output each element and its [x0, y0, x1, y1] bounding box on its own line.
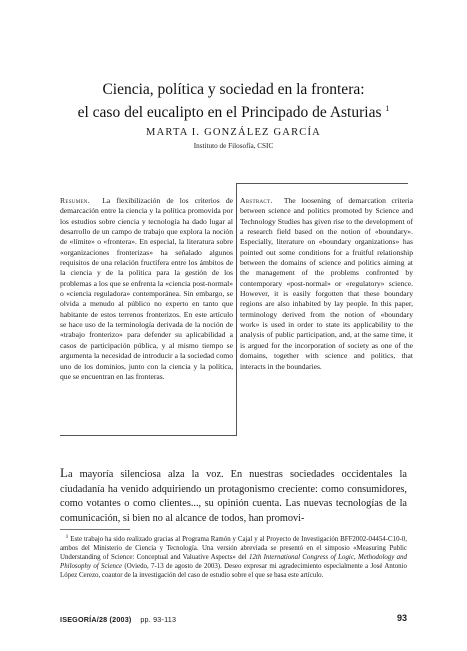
footnote: [60, 533, 407, 580]
abstract-spanish: [60, 196, 233, 382]
body-paragraph: [60, 466, 407, 526]
author-name: MARTA I. GONZÁLEZ GARCÍA: [146, 127, 321, 138]
abstract-english-text: The loosening of demarcation criteria between science and politics promoted by Science and Technology Studies has given rise to the development of a research field based on the notion of «boundary». Especially, literature on «boundary organizations» has pointed out some conditions for a fruitful relationship between the domains of science and politics aiming at the management of the problems confronted by contemporary «post-normal» or «regulatory» science. However, it is easily forgotten that these boundary regions are also inhabited by lay people. In this paper, terminology derived from the notion of «boundary work» is used in order to state its applicability to the analysis of public participation, and, at the same time, it is argued for the incorporation of society as one of the domains, together with science and politics, that interacts in the boundaries.: [240, 196, 414, 371]
footnote-text-a: Este trabajo ha sido realizado gracias al Programa Ramón y Cajal y al Proyecto de Investigación BFF2002-04454-C10-0, ambos del Ministerio de Ciencia y Tecnología. Una versión abreviada se presentó en el simposio «Measuring Public Understanding of Science: Conceptual and Valuative Aspects» del: [60, 536, 407, 562]
footer-pages: pp. 93-113: [140, 615, 177, 624]
body-initial-letter: L: [60, 465, 68, 480]
abstract-spanish-text: La flexibilización de los criterios de demarcación entre la ciencia y la política promovida por los estudios sobre ciencia y tecnología ha dado lugar al desarrollo de un campo de trabajo que explora la noción de «límite» o «frontera». En especial, la literatura sobre «organizaciones fronterizas» ha señalado algunos requisitos de una relación fructífera entre los ámbitos de la ciencia y de la política para la gestión de los problemas a los que se enfrenta la «ciencia post-normal» o «ciencia reguladora» contemporánea. Sin embargo, se olvida a menudo al público no experto en tanto que habitante de estos terrenos fronterizos. En este artículo se hace uso de la terminología derivada de la noción de «trabajo fronterizo» para defender su aplicabilidad a casos de participación pública, y al mismo tiempo se argumenta la necesidad de introducir a la sociedad como uno de los dominios, junto con la ciencia y la política, que se encuentran en las fronteras.: [60, 196, 234, 381]
running-footer: [60, 615, 176, 624]
abstract-top-rule: [236, 183, 408, 184]
abstract-divider: [236, 183, 237, 435]
footnote-congress-name: 12th International Congress of Logic, Methodology and Philosophy of Science: [60, 554, 408, 571]
abstract-bottom-rule: [60, 435, 237, 436]
page-number: 93: [396, 613, 407, 623]
article-title: [40, 80, 427, 122]
footnote-rule: [60, 529, 130, 530]
author-affiliation: Instituto de Filosofía, CSIC: [193, 142, 274, 150]
footer-journal: ISEGORÍA/28 (2003): [60, 615, 132, 624]
abstract-english-label: Abstract.: [240, 196, 273, 205]
body-text: a mayoría silenciosa alza la voz. En nuestras sociedades occidentales la ciudadanía ha venido adquiriendo un protagonismo creciente: como consumidores, como votantes o como clientes..., su opinión cuenta. Las nuevas tecnologías de la comunicación, si bien no al alcance de todos, han promovi-: [60, 469, 407, 524]
title-line-2: [40, 99, 427, 122]
footnote-text-b: (Oviedo, 7-13 de agosto de 2003). Deseo expresar mi agradecimiento especialmente a José Antonio López Cerezo, coautor de la investigación del caso de estudio sobre el que se basa este artículo.: [60, 563, 407, 580]
abstract-english: [240, 196, 413, 372]
title-line-2-text: el caso del eucalipto en el Principado de Asturias: [77, 104, 382, 121]
footnote-mark: 1: [65, 534, 69, 540]
title-line-1: Ciencia, política y sociedad en la frontera:: [102, 81, 365, 98]
abstract-spanish-label: Resumen.: [60, 196, 90, 205]
title-footnote-mark[interactable]: 1: [385, 104, 390, 113]
